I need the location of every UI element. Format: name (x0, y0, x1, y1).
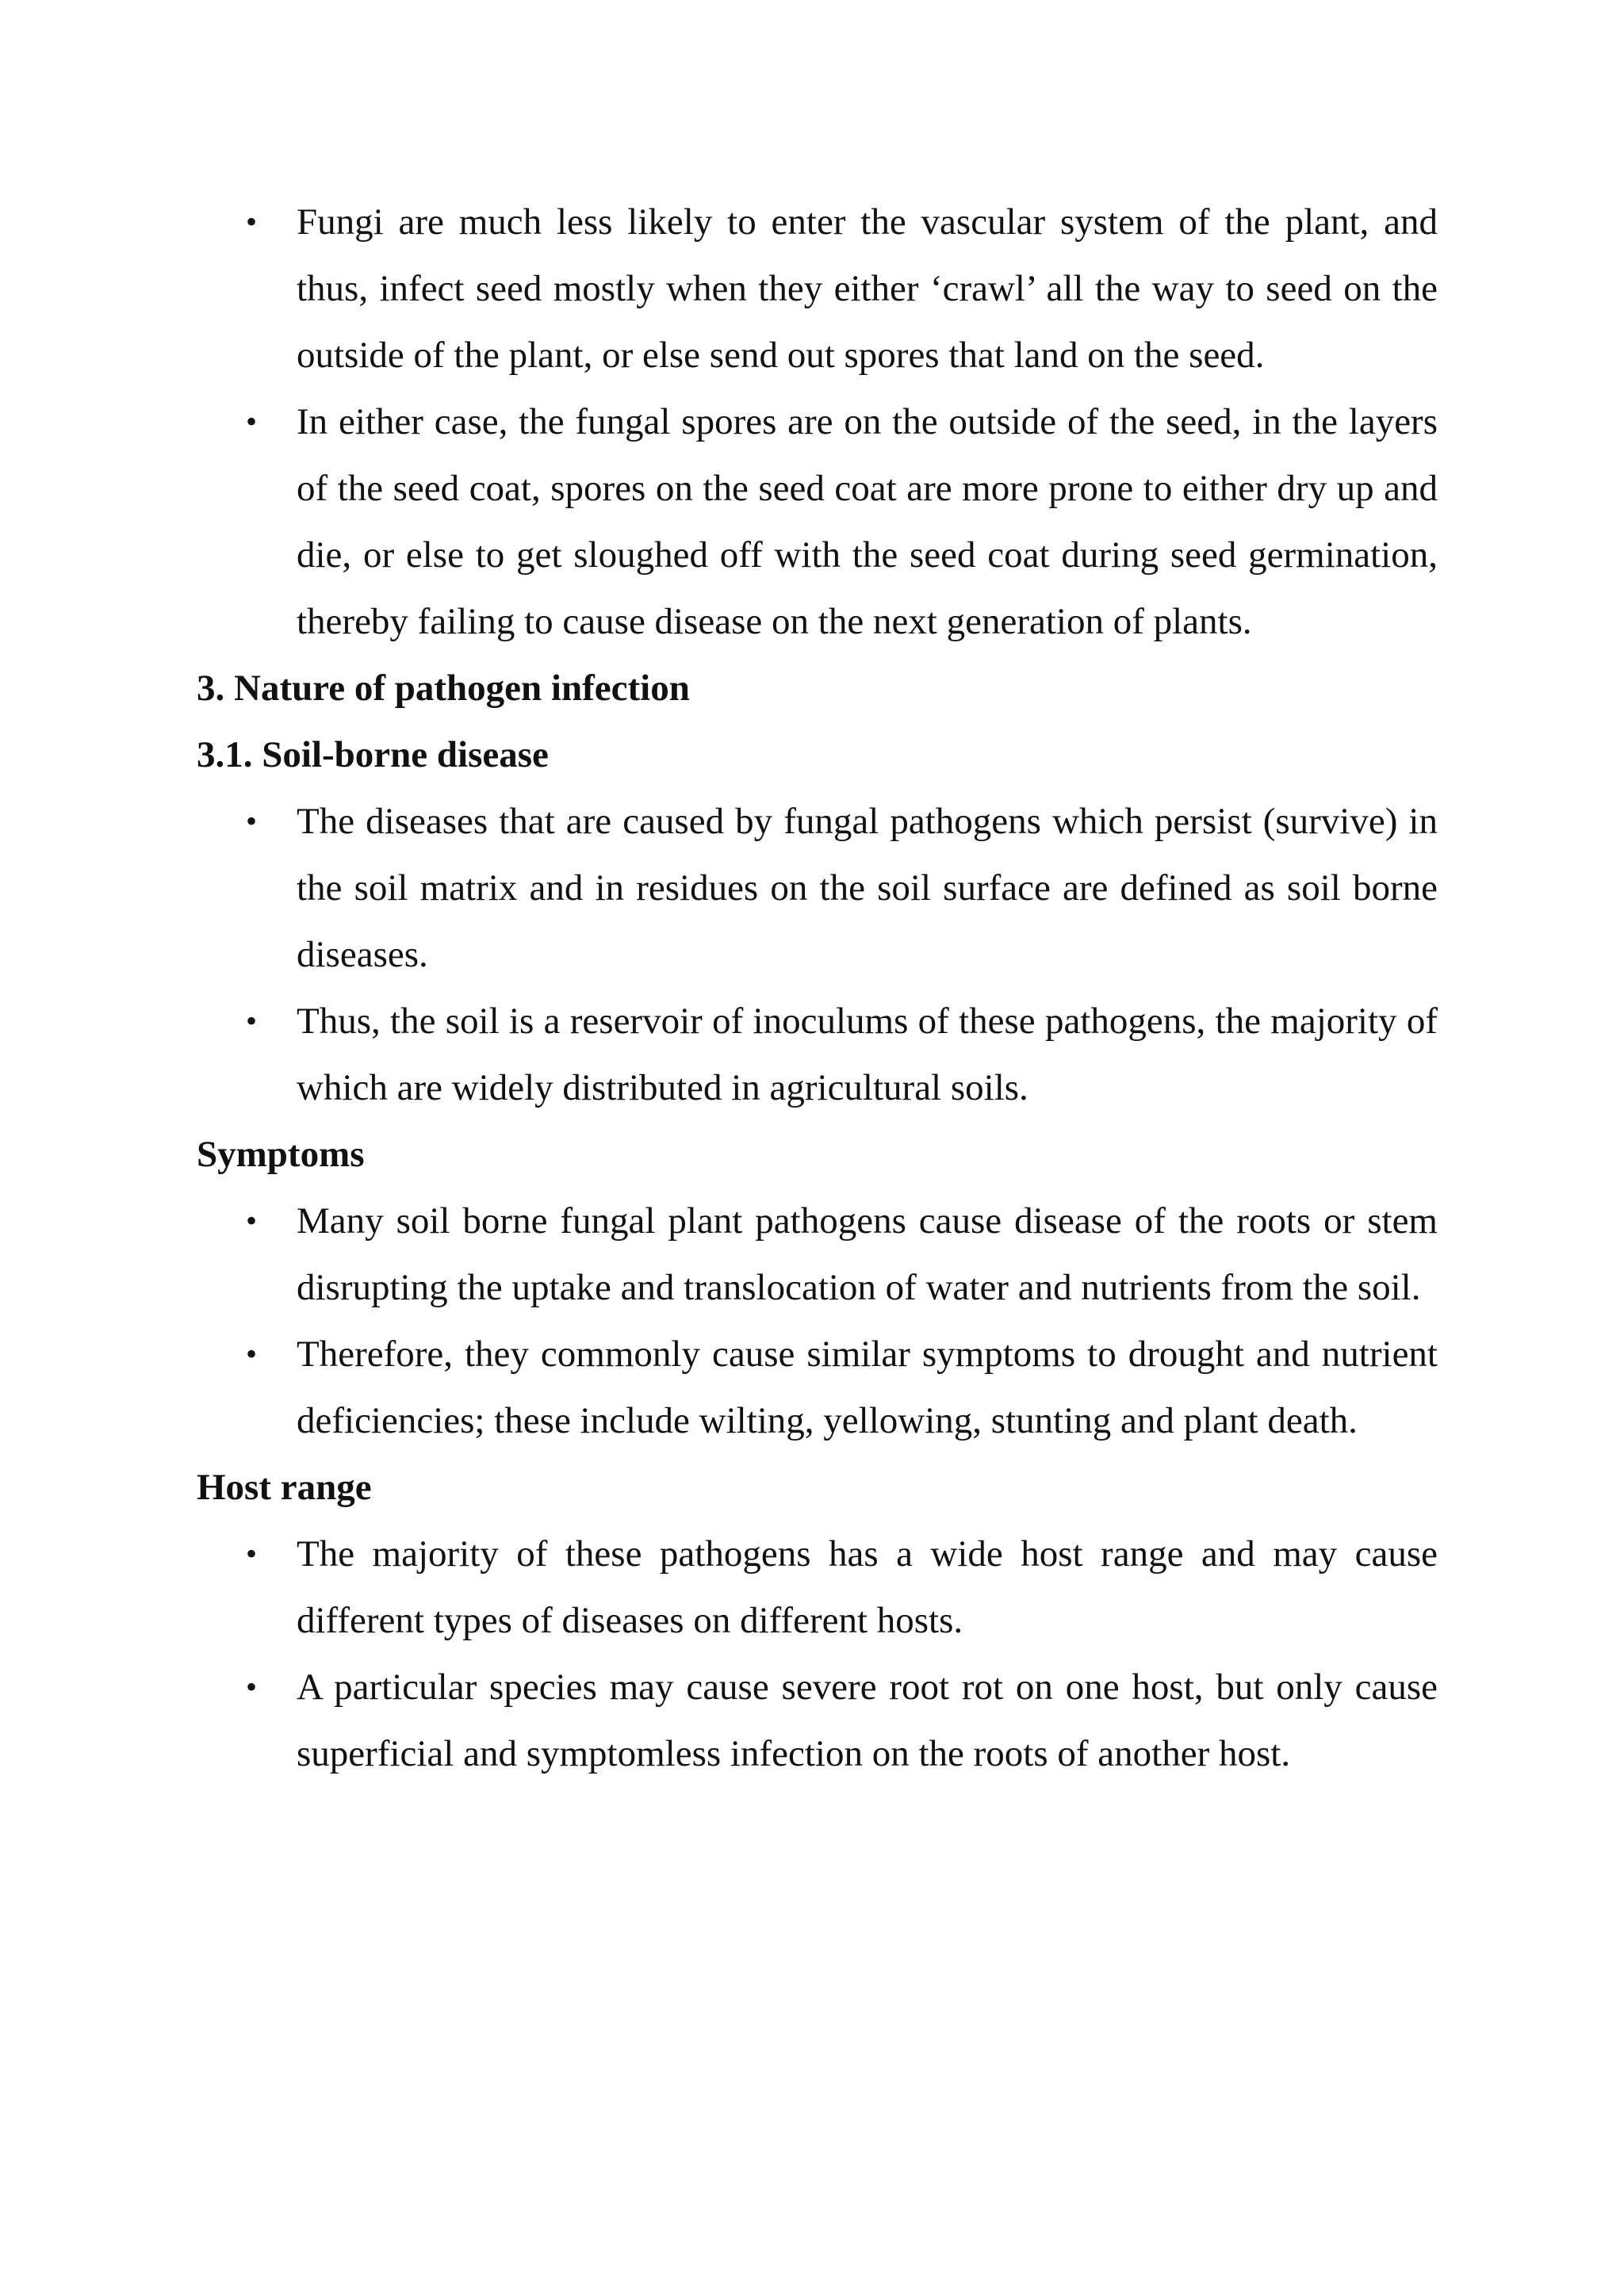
list-item (197, 189, 1438, 388)
list-item-text: In either case, the fungal spores are on the outside of the seed, in the layers of the seed coat, spores on the seed coat are more prone to either dry up and die, or else to get sloughed off with the seed coat during seed germination, thereby failing to cause disease on the next generation of plants. (297, 401, 1438, 642)
bullet-list-soil-borne (197, 788, 1438, 1121)
list-item-text: Fungi are much less likely to enter the vascular system of the plant, and thus, infect seed mostly when they either ‘crawl’ all the way to seed on the outside of the plant, or else send out spores that land on the seed. (297, 201, 1438, 376)
list-item (197, 788, 1438, 988)
list-item-text: Therefore, they commonly cause similar symptoms to drought and nutrient deficiencies; these include wilting, yellowing, stunting and plant death. (297, 1334, 1438, 1441)
subsection-heading-soil-borne: 3.1. Soil-borne disease (197, 734, 549, 775)
list-item-text: Many soil borne fungal plant pathogens cause disease of the roots or stem disrupting the uptake and translocation of water and nutrients from the soil. (297, 1200, 1438, 1308)
bullet-icon: • (246, 803, 258, 839)
list-item (197, 988, 1438, 1121)
heading-symptoms: Symptoms (197, 1134, 365, 1175)
bullet-icon: • (246, 1336, 258, 1372)
list-item (197, 388, 1438, 655)
list-item (197, 1321, 1438, 1454)
bullet-list-seed-infection (197, 189, 1438, 655)
bullet-icon: • (246, 1203, 258, 1238)
list-item (197, 1654, 1438, 1787)
list-item-text: A particular species may cause severe root rot on one host, but only cause superficial and symptomless infection on the roots of another host. (297, 1667, 1438, 1774)
bullet-icon: • (246, 1536, 258, 1571)
list-item-text: Thus, the soil is a reservoir of inoculums of these pathogens, the majority of which are widely distributed in agricultural soils. (297, 1001, 1438, 1108)
list-item-text: The diseases that are caused by fungal pathogens which persist (survive) in the soil matrix and in residues on the soil surface are defined as soil borne diseases. (297, 801, 1438, 975)
bullet-list-host-range (197, 1521, 1438, 1787)
bullet-icon: • (246, 204, 258, 239)
bullet-icon: • (246, 404, 258, 439)
bullet-icon: • (246, 1003, 258, 1039)
document-page (197, 189, 1438, 1787)
heading-host-range: Host range (197, 1467, 372, 1508)
section-heading-nature-of-infection: 3. Nature of pathogen infection (197, 668, 690, 709)
bullet-list-symptoms (197, 1188, 1438, 1454)
list-item-text: The majority of these pathogens has a wide host range and may cause different types of diseases on different hosts. (297, 1533, 1438, 1641)
list-item (197, 1521, 1438, 1654)
bullet-icon: • (246, 1669, 258, 1705)
list-item (197, 1188, 1438, 1321)
